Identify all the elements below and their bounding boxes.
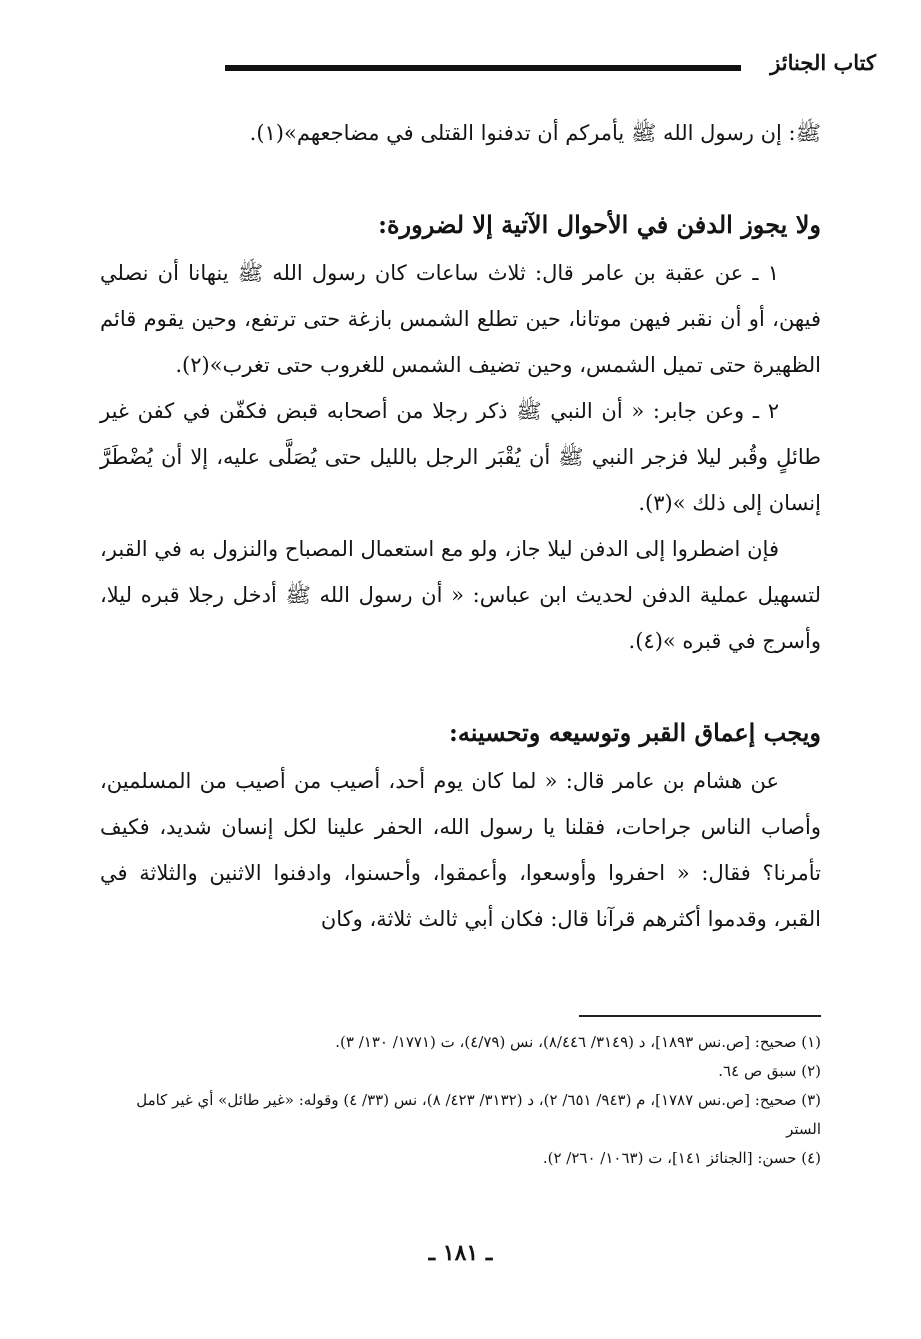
footnote-1: (١) صحيح: [ص.نس ١٨٩٣]، د (٣١٤٩/ ٨/٤٤٦)، نس (٤/٧٩)، ت (١٧٧١/ ١٣٠/ ٣). — [335, 1033, 821, 1051]
section-heading-deepen-grave: ويجب إعماق القبر وتوسيعه وتحسينه: — [449, 718, 821, 747]
footnote-3: (٣) صحيح: [ص.نس ١٧٨٧]، م (٩٤٣/ ٦٥١/ ٢)، د (٣١٣٢/ ٤٢٣/ ٨)، نس (٣٣/ ٤) وقوله: «غير طائل» أي غير كامل الستر — [136, 1091, 821, 1138]
footnote-4: (٤) حسن: [الجنائز ١٤١]، ت (١٠٦٣/ ٢٦٠/ ٢). — [542, 1149, 821, 1167]
paragraph-uqba-hadith: ١ ـ عن عقبة بن عامر قال: ثلاث ساعات كان رسول الله ﷺ ينهانا أن نصلي فيهن، أو أن نقبر فيهن موتانا، حين تطلع الشمس بازغة حتى ترتفع، وحين يقوم قائم الظهيرة حتى تميل الشمس، وحين تضيف الشمس للغروب حتى تغرب»(٢). — [100, 261, 821, 377]
footnotes — [100, 1028, 821, 1173]
footnote-divider — [579, 1015, 821, 1017]
page-header — [225, 44, 876, 84]
main-text — [100, 110, 821, 942]
footnote-2: (٢) سبق ص ٦٤. — [718, 1062, 821, 1080]
header-rule — [225, 65, 741, 71]
section-heading-forbidden-times: ولا يجوز الدفن في الأحوال الآتية إلا لضرورة: — [378, 210, 821, 239]
chapter-title: كتاب الجنائز — [770, 50, 876, 75]
paragraph-night-burial: فإن اضطروا إلى الدفن ليلا جاز، ولو مع استعمال المصباح والنزول به في القبر، لتسهيل عملية الدفن لحديث ابن عباس: « أن رسول الله ﷺ أدخل رجلا قبره ليلا، وأسرج في قبره »(٤). — [100, 537, 821, 653]
intro-line: ﷺ: إن رسول الله ﷺ يأمركم أن تدفنوا القتلى في مضاجعهم»(١). — [249, 121, 821, 145]
paragraph-hisham-hadith: عن هشام بن عامر قال: « لما كان يوم أحد، أصيب من أصيب من المسلمين، وأصاب الناس جراحات، فقلنا يا رسول الله، الحفر علينا لكل إنسان شديد، فكيف تأمرنا؟ فقال: « احفروا وأوسعوا، وأعمقوا، وأحسنوا، وادفنوا الاثنين والثلاثة في القبر، وقدموا أكثرهم قرآنا قال: فكان أبي ثالث ثلاثة، وكان — [100, 769, 821, 931]
paragraph-jabir-hadith: ٢ ـ وعن جابر: « أن النبي ﷺ ذكر رجلا من أصحابه قبض فكفّن في كفن غير طائلٍ وقُبر ليلا فزجر النبي ﷺ أن يُقْبَر الرجل بالليل حتى يُصَلَّى عليه، إلا أن يُضْطَرَّ إنسان إلى ذلك »(٣). — [100, 399, 821, 515]
page-number: ـ ١٨١ ـ — [428, 1240, 493, 1266]
